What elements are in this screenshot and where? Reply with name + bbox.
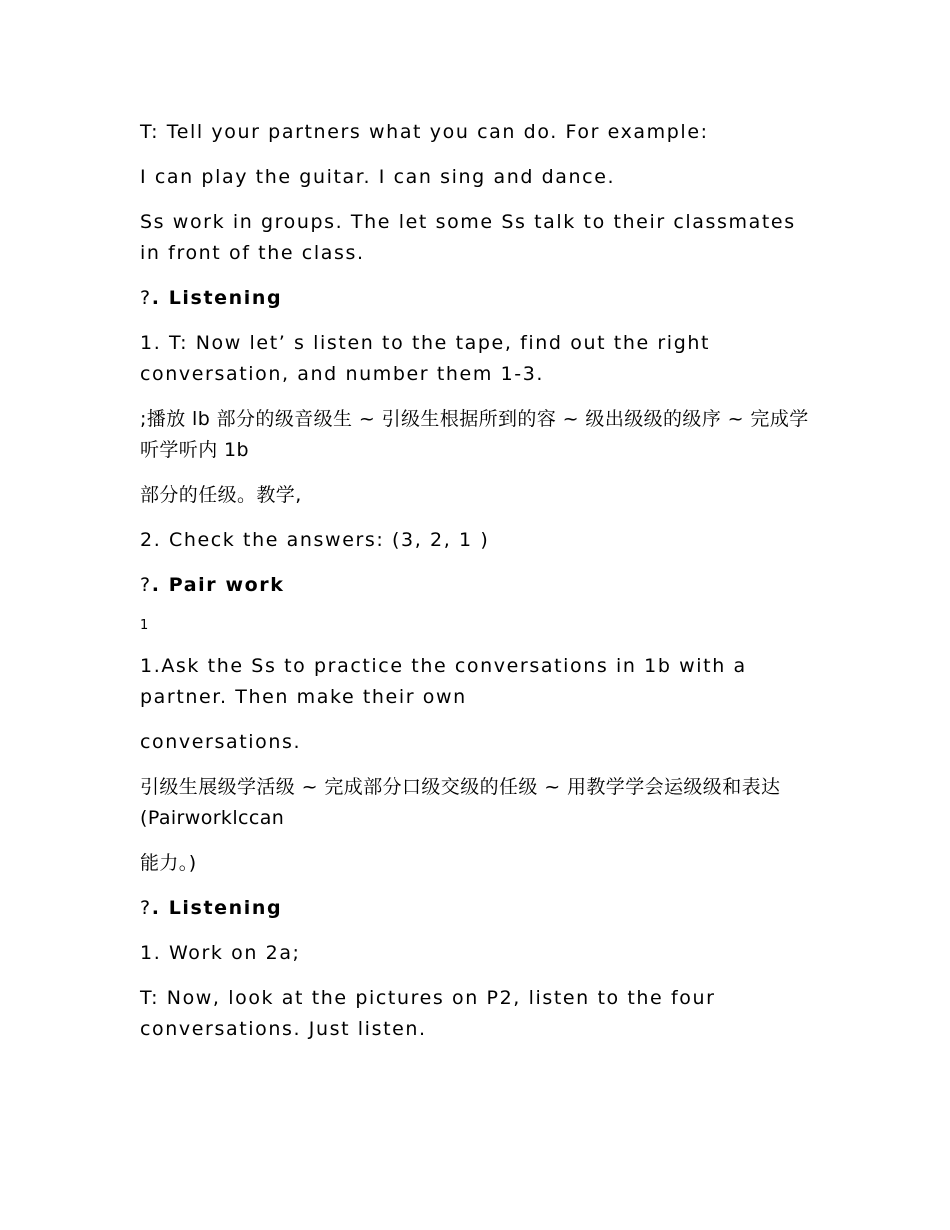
heading-title: . Listening: [151, 897, 283, 919]
paragraph: 1. T: Now let’ s listen to the tape, find out the right conversation, and number them 1-3.: [140, 332, 711, 385]
heading-prefix: ?: [140, 897, 152, 919]
paragraph-chinese: 部分的任级。教学,: [140, 484, 302, 506]
paragraph: T: Now, look at the pictures on P2, listen to the four conversations. Just listen.: [140, 987, 716, 1040]
paragraph: conversations.: [140, 731, 302, 753]
paragraph-chinese: 引级生展级学活级 ~ 完成部分口级交级的任级 ~ 用教学学会运级级和表达(Pairworklccan: [140, 776, 781, 829]
paragraph-chinese: 能力。): [140, 852, 197, 874]
paragraph: 2. Check the answers: (3, 2, 1 ): [140, 529, 490, 551]
paragraph-chinese: ;播放 lb 部分的级音级生 ~ 引级生根据所到的容 ~ 级出级级的级序 ~ 完成学听学听内 1b: [140, 408, 809, 461]
paragraph: Ss work in groups. The let some Ss talk to their classmates in front of the class.: [140, 211, 796, 264]
paragraph: I can play the guitar. I can sing and dance.: [140, 166, 616, 188]
page-number: 1: [140, 618, 149, 633]
section-heading-pair-work: [140, 570, 820, 601]
paragraph: T: Tell your partners what you can do. For example:: [140, 121, 709, 143]
heading-prefix: ?: [140, 287, 152, 309]
paragraph: 1. Work on 2a;: [140, 942, 301, 964]
section-heading-listening: [140, 283, 820, 314]
heading-prefix: ?: [140, 574, 152, 596]
document-page: [140, 117, 820, 1059]
section-heading-listening: [140, 893, 820, 924]
heading-title: . Listening: [151, 287, 283, 309]
paragraph: 1.Ask the Ss to practice the conversations in 1b with a partner. Then make their own: [140, 655, 747, 708]
heading-title: . Pair work: [151, 574, 285, 596]
